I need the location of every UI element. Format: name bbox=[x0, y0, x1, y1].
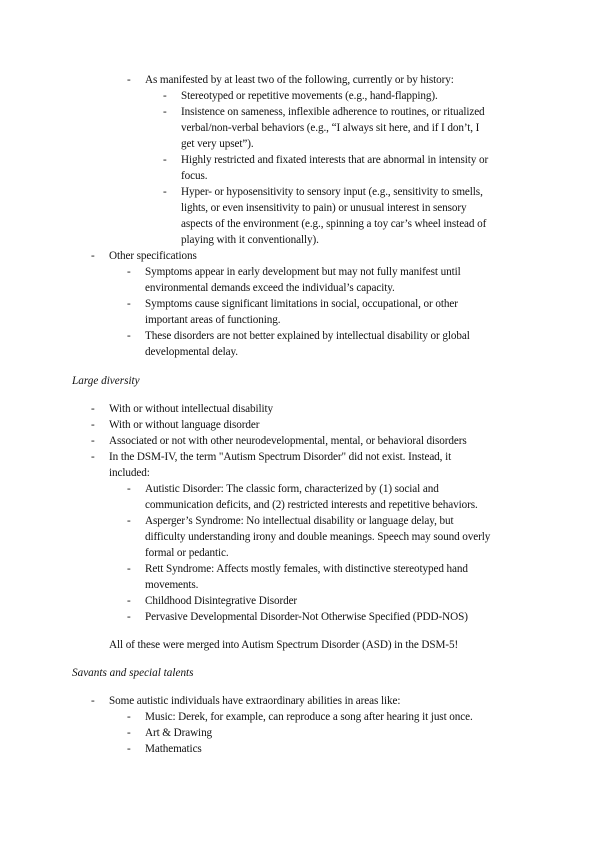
bullet-marker: - bbox=[127, 563, 131, 575]
spec-limitations-line1: Symptoms cause significant limitations in social, occupational, or other bbox=[145, 298, 458, 310]
bullet-marker: - bbox=[127, 743, 131, 755]
diversity-language: With or without language disorder bbox=[109, 419, 260, 431]
disorder-childhood-disintegrative: Childhood Disintegrative Disorder bbox=[145, 595, 298, 607]
bullet-marker: - bbox=[91, 419, 95, 431]
criterion-sensory-line3: aspects of the environment (e.g., spinning a toy car’s wheel instead of bbox=[181, 218, 487, 230]
talent-mathematics: Mathematics bbox=[145, 743, 202, 755]
bullet-marker: - bbox=[163, 106, 167, 118]
other-specifications-label: Other specifications bbox=[109, 250, 197, 262]
bullet-marker: - bbox=[127, 611, 131, 623]
bullet-marker: - bbox=[127, 330, 131, 342]
section-heading-savants: Savants and special talents bbox=[72, 667, 194, 679]
bullet-marker: - bbox=[91, 695, 95, 707]
section-heading-large-diversity: Large diversity bbox=[72, 375, 140, 387]
spec-early-development-line2: environmental demands exceed the individual’s capacity. bbox=[145, 282, 395, 294]
disorder-autistic-line2: communication deficits, and (2) restricted interests and repetitive behaviors. bbox=[145, 499, 478, 511]
spec-early-development-line1: Symptoms appear in early development but may not fully manifest until bbox=[145, 266, 461, 278]
bullet-marker: - bbox=[127, 266, 131, 278]
disorder-rett-line1: Rett Syndrome: Affects mostly females, with distinctive stereotyped hand bbox=[145, 563, 468, 575]
merged-note: All of these were merged into Autism Spectrum Disorder (ASD) in the DSM-5! bbox=[109, 639, 459, 651]
bullet-marker: - bbox=[127, 515, 131, 527]
disorder-autistic-line1: Autistic Disorder: The classic form, characterized by (1) social and bbox=[145, 483, 439, 495]
criterion-sameness-line2: verbal/non-verbal behaviors (e.g., “I always sit here, and if I don’t, I bbox=[181, 122, 480, 134]
criterion-stereotyped: Stereotyped or repetitive movements (e.g., hand-flapping). bbox=[181, 90, 438, 102]
spec-limitations-line2: important areas of functioning. bbox=[145, 314, 281, 326]
diversity-dsm4-line2: included: bbox=[109, 467, 150, 479]
spec-not-explained-line1: These disorders are not better explained by intellectual disability or global bbox=[145, 330, 470, 342]
bullet-marker: - bbox=[163, 90, 167, 102]
bullet-marker: - bbox=[127, 74, 131, 86]
bullet-marker: - bbox=[127, 298, 131, 310]
criterion-sameness-line3: get very upset”). bbox=[181, 138, 254, 150]
spec-not-explained-line2: developmental delay. bbox=[145, 346, 238, 358]
bullet-marker: - bbox=[127, 727, 131, 739]
bullet-marker: - bbox=[163, 186, 167, 198]
disorder-pdd-nos: Pervasive Developmental Disorder-Not Otherwise Specified (PDD-NOS) bbox=[145, 611, 468, 623]
criteria-intro: As manifested by at least two of the following, currently or by history: bbox=[145, 74, 454, 86]
talent-music: Music: Derek, for example, can reproduce a song after hearing it just once. bbox=[145, 711, 473, 723]
bullet-marker: - bbox=[91, 403, 95, 415]
diversity-intellectual: With or without intellectual disability bbox=[109, 403, 274, 415]
bullet-marker: - bbox=[127, 595, 131, 607]
disorder-asperger-line3: formal or pedantic. bbox=[145, 547, 229, 559]
talent-art-drawing: Art & Drawing bbox=[145, 727, 213, 739]
bullet-marker: - bbox=[91, 435, 95, 447]
bullet-marker: - bbox=[127, 483, 131, 495]
criterion-interests-line2: focus. bbox=[181, 170, 208, 182]
bullet-marker: - bbox=[91, 250, 95, 262]
bullet-marker: - bbox=[127, 711, 131, 723]
disorder-asperger-line1: Asperger’s Syndrome: No intellectual disability or language delay, but bbox=[145, 515, 454, 527]
criterion-sameness-line1: Insistence on sameness, inflexible adherence to routines, or ritualized bbox=[181, 106, 485, 118]
diversity-associated: Associated or not with other neurodevelopmental, mental, or behavioral disorders bbox=[109, 435, 467, 447]
disorder-asperger-line2: difficulty understanding irony and double meanings. Speech may sound overly bbox=[145, 531, 491, 543]
criterion-interests-line1: Highly restricted and fixated interests that are abnormal in intensity or bbox=[181, 154, 489, 166]
criterion-sensory-line1: Hyper- or hyposensitivity to sensory input (e.g., sensitivity to smells, bbox=[181, 186, 483, 198]
bullet-marker: - bbox=[163, 154, 167, 166]
bullet-marker: - bbox=[91, 451, 95, 463]
diversity-dsm4-line1: In the DSM-IV, the term "Autism Spectrum Disorder" did not exist. Instead, it bbox=[109, 451, 452, 463]
disorder-rett-line2: movements. bbox=[145, 579, 199, 591]
criterion-sensory-line4: playing with it conventionally). bbox=[181, 234, 319, 246]
savants-intro: Some autistic individuals have extraordinary abilities in areas like: bbox=[109, 695, 401, 707]
criterion-sensory-line2: lights, or even insensitivity to pain) or unusual interest in sensory bbox=[181, 202, 467, 214]
